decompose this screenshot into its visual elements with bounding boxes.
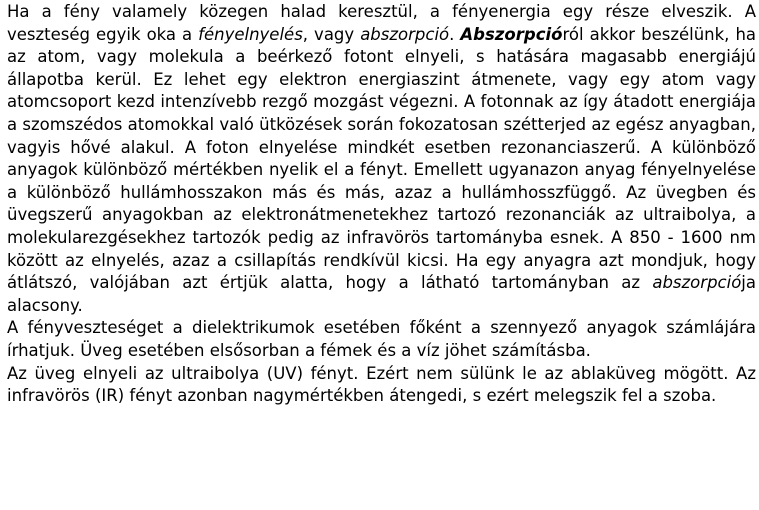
emphasis-fenyelnyeles: fényelnyelés — [198, 24, 303, 44]
text-run: , vagy — [302, 24, 361, 44]
emphasis-abszorpcio-2: abszorpció — [652, 273, 742, 293]
emphasis-abszorpcio: abszorpció — [360, 24, 450, 44]
term-abszorpcio: Abszorpció — [460, 24, 563, 44]
text-run: . — [449, 24, 455, 44]
paragraph-glass-uv-ir: Az üveg elnyeli az ultraibolya (UV) fényt. Ezért nem sülünk le az ablaküveg mögött. Az infravörös (IR) fényt azonban nagymértékben átengedi, s ezért melegszik fel a szoba. — [7, 363, 756, 406]
paragraph-dielectric-loss: A fényveszteséget a dielektrikumok esetében főként a szennyező anyagok számlájára írhatjuk. Üveg esetében elsősorban a fémek és a víz jöhet számításba. — [7, 318, 756, 360]
text-run: Ha a fény valamely közegen halad keresztül, a fényenergia egy része elveszik. A veszteség egyik oka a — [7, 2, 756, 44]
text-run: ról akkor beszélünk, ha az atom, vagy molekula a beérkező fotont elnyeli, s hatására magasabb energiájú állapotba kerül. Ez lehet egy elektron energiaszint átmenete, vagy egy atom vagy atomcsoport kezd intenzívebb rezgő mozgást végezni. A fotonnak az így átadott energiája a szomszédos atomokkal való ütközések során fokozatosan szétterjed az egész anyagban, vagyis hővé alakul. A foton elnyelése mindkét esetben rezonanciaszerű. A különböző anyagok különböző mértékben nyelik el a fényt. Emellett ugyanazon anyag fényelnyelése a különböző hullámhosszakon más és más, azaz a hullámhosszfüggő. Az üvegben és üvegszerű anyagokban az elektronátmenetekhez tartozó rezonanciák az ultraibolya, a molekularezgésekhez tartozók pedig az infravörös tartományba esnek. A 850 - 1600 nm között az elnyelés, azaz a csillapítás rendkívül kicsi. Ha egy anyagra azt mondjuk, hogy átlátszó, valójában azt értjük alatta, hogy a látható tartományban az — [7, 24, 757, 293]
text-run: ja alacsony. — [7, 273, 756, 315]
paragraph-absorption — [7, 1, 756, 317]
